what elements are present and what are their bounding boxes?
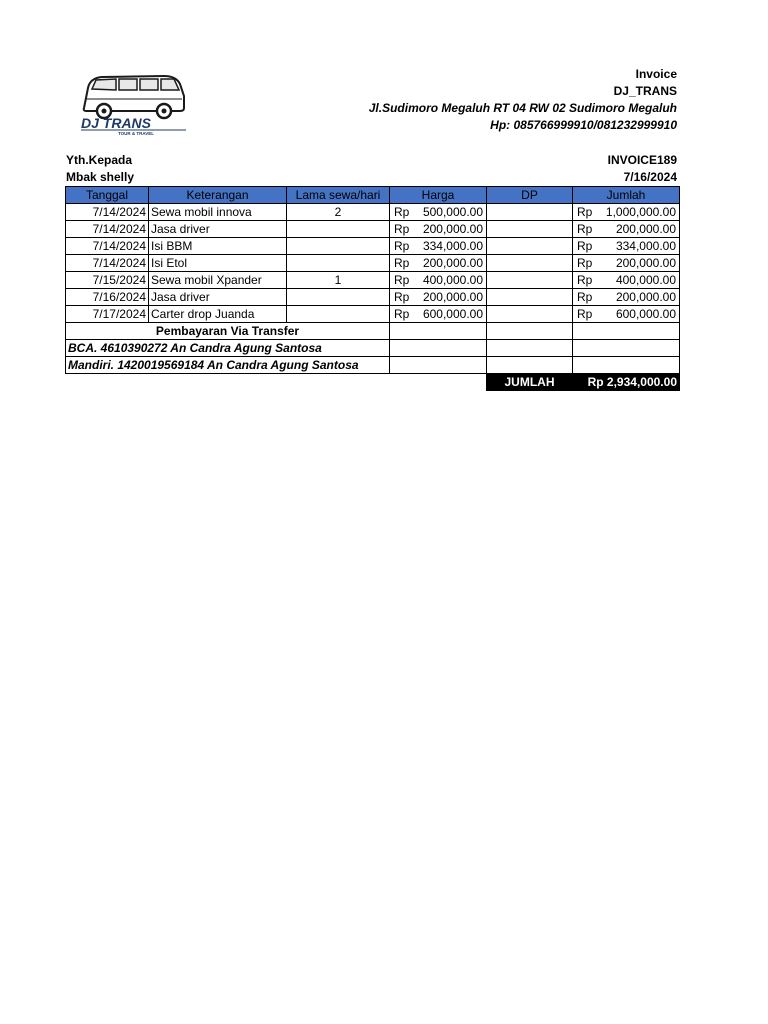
blank-cell [149, 374, 287, 391]
cell-dp [487, 289, 573, 306]
logo-tagline: TOUR & TRAVEL [117, 131, 155, 136]
empty-cell [487, 340, 573, 357]
cell-days [287, 238, 390, 255]
currency-label: Rp [394, 239, 410, 253]
recipient-greeting: Yth.Kepada [66, 153, 133, 167]
table-row [66, 255, 680, 272]
cell-days [287, 306, 390, 323]
cell-description: Carter drop Juanda [149, 306, 287, 323]
total-amount: 200,000.00 [615, 290, 676, 304]
currency-label: Rp [394, 205, 410, 219]
currency-label: Rp [577, 273, 593, 287]
table-row [66, 272, 680, 289]
currency-label: Rp [577, 307, 593, 321]
payment-title: Pembayaran Via Transfer [66, 323, 390, 340]
cell-dp [487, 255, 573, 272]
column-header: DP [487, 187, 573, 204]
cell-total [573, 306, 680, 323]
cell-total [573, 272, 680, 289]
cell-dp [487, 238, 573, 255]
empty-cell [573, 323, 680, 340]
payment-account: BCA. 4610390272 An Candra Agung Santosa [66, 340, 390, 357]
currency-label: Rp [394, 273, 410, 287]
empty-cell [390, 357, 487, 374]
cell-date: 7/14/2024 [66, 238, 149, 255]
column-header: Keterangan [149, 187, 287, 204]
company-address: Jl.Sudimoro Megaluh RT 04 RW 02 Sudimoro Megaluh [368, 101, 677, 115]
payment-row [66, 340, 680, 357]
cell-days [287, 289, 390, 306]
cell-date: 7/14/2024 [66, 204, 149, 221]
invoice-meta [608, 152, 677, 186]
currency-label: Rp [577, 205, 593, 219]
summary-label: JUMLAH [487, 374, 573, 391]
cell-price [390, 221, 487, 238]
currency-label: Rp [577, 239, 593, 253]
empty-cell [390, 340, 487, 357]
currency-label: Rp [577, 256, 593, 270]
column-header: Jumlah [573, 187, 680, 204]
currency-label: Rp [394, 256, 410, 270]
total-amount: 600,000.00 [615, 307, 676, 321]
payment-row [66, 357, 680, 374]
table-row [66, 204, 680, 221]
total-amount: 200,000.00 [615, 256, 676, 270]
cell-description: Isi BBM [149, 238, 287, 255]
blank-cell [287, 374, 390, 391]
price-amount: 200,000.00 [422, 256, 483, 270]
company-header [369, 66, 677, 134]
recipient-block [66, 152, 134, 186]
payment-title-row [66, 323, 680, 340]
invoice-number: INVOICE189 [607, 153, 677, 167]
cell-description: Isi Etol [149, 255, 287, 272]
cell-total [573, 204, 680, 221]
invoice-date: 7/16/2024 [623, 170, 677, 184]
cell-total [573, 255, 680, 272]
company-name: DJ_TRANS [613, 84, 677, 98]
cell-total [573, 289, 680, 306]
recipient-name: Mbak shelly [66, 170, 135, 184]
empty-cell [390, 323, 487, 340]
cell-total [573, 238, 680, 255]
cell-dp [487, 204, 573, 221]
empty-cell [487, 357, 573, 374]
cell-date: 7/14/2024 [66, 221, 149, 238]
cell-days [287, 255, 390, 272]
cell-description: Sewa mobil Xpander [149, 272, 287, 289]
currency-label: Rp [577, 290, 593, 304]
column-header: Lama sewa/hari [287, 187, 390, 204]
price-amount: 200,000.00 [422, 222, 483, 236]
cell-date: 7/14/2024 [66, 255, 149, 272]
cell-price [390, 204, 487, 221]
payment-account: Mandiri. 1420019569184 An Candra Agung Santosa [66, 357, 390, 374]
total-amount: 400,000.00 [615, 273, 676, 287]
cell-description: Sewa mobil innova [149, 204, 287, 221]
price-amount: 334,000.00 [422, 239, 483, 253]
cell-description: Jasa driver [149, 221, 287, 238]
company-phone: Hp: 085766999910/081232999910 [490, 118, 677, 132]
logo-brand: DJ TRANS [81, 115, 152, 131]
cell-price [390, 238, 487, 255]
currency-label: Rp [394, 307, 410, 321]
document-title: Invoice [635, 67, 677, 81]
table-row [66, 306, 680, 323]
total-amount: 334,000.00 [615, 239, 676, 253]
empty-cell [573, 357, 680, 374]
cell-dp [487, 221, 573, 238]
total-amount: 200,000.00 [615, 222, 676, 236]
van-icon [78, 72, 188, 136]
table-row [66, 238, 680, 255]
currency-label: Rp [577, 222, 593, 236]
cell-days [287, 221, 390, 238]
company-logo [78, 72, 188, 136]
blank-cell [390, 374, 487, 391]
invoice-table [65, 186, 680, 391]
cell-price [390, 289, 487, 306]
price-amount: 200,000.00 [422, 290, 483, 304]
blank-cell [66, 374, 149, 391]
table-row [66, 221, 680, 238]
cell-days: 2 [287, 204, 390, 221]
column-header: Tanggal [66, 187, 149, 204]
currency-label: Rp [394, 222, 410, 236]
summary-row [66, 374, 680, 391]
summary-value: Rp 2,934,000.00 [573, 374, 680, 391]
table-row [66, 289, 680, 306]
total-amount: 1,000,000.00 [605, 205, 676, 219]
cell-days: 1 [287, 272, 390, 289]
cell-description: Jasa driver [149, 289, 287, 306]
cell-price [390, 255, 487, 272]
price-amount: 500,000.00 [422, 205, 483, 219]
empty-cell [487, 323, 573, 340]
empty-cell [573, 340, 680, 357]
cell-total [573, 221, 680, 238]
cell-price [390, 306, 487, 323]
cell-dp [487, 306, 573, 323]
price-amount: 400,000.00 [422, 273, 483, 287]
cell-date: 7/15/2024 [66, 272, 149, 289]
cell-date: 7/16/2024 [66, 289, 149, 306]
price-amount: 600,000.00 [422, 307, 483, 321]
table-header-row [66, 187, 680, 204]
column-header: Harga [390, 187, 487, 204]
currency-label: Rp [394, 290, 410, 304]
cell-price [390, 272, 487, 289]
cell-dp [487, 272, 573, 289]
cell-date: 7/17/2024 [66, 306, 149, 323]
